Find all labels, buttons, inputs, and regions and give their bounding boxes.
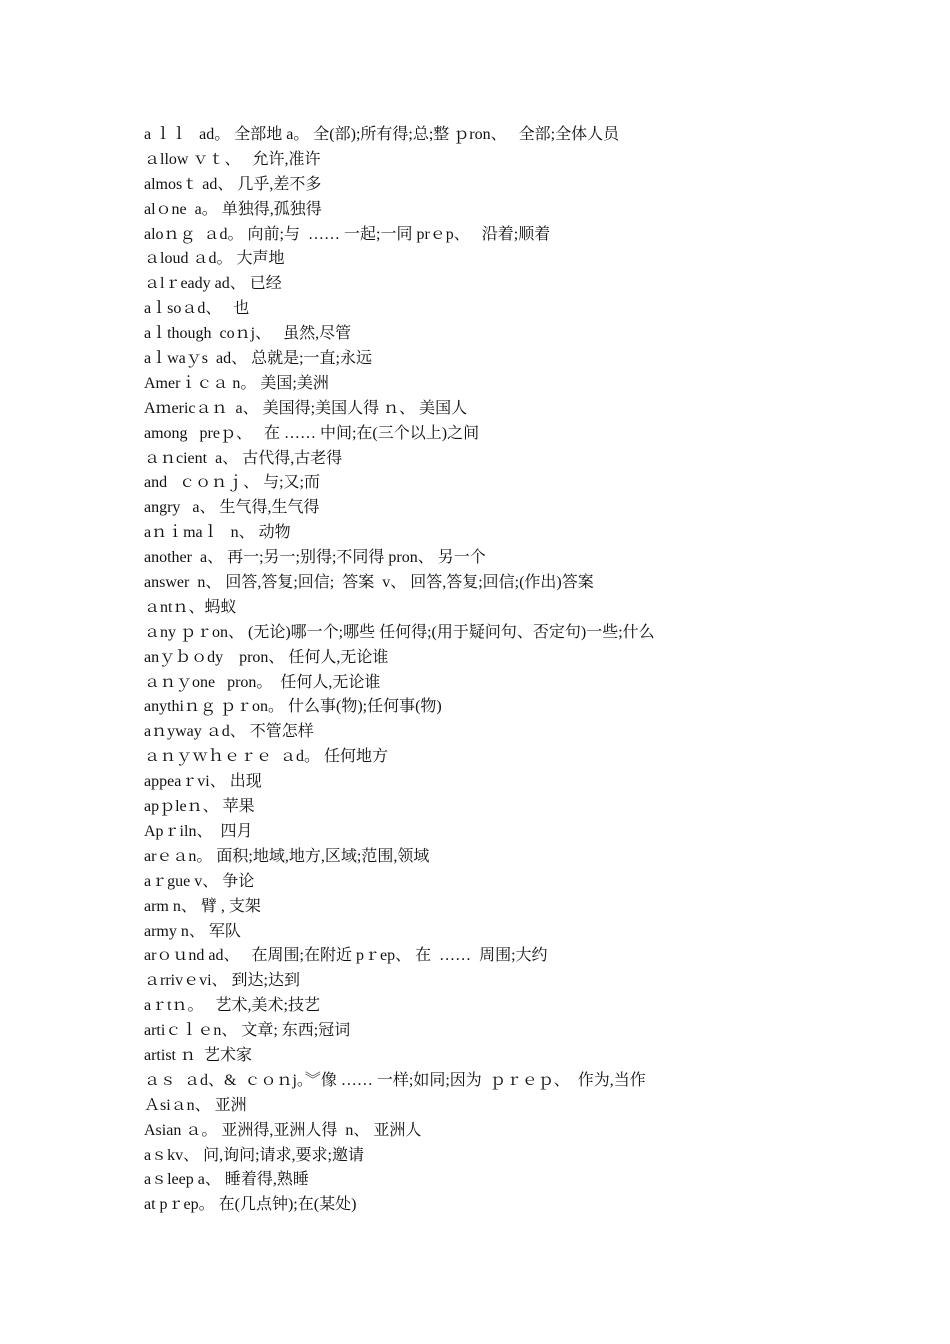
- vocab-entry-anywhere: ａｎｙｗｈｅｒｅ ａd。 任何地方: [144, 748, 389, 766]
- vocab-entry-artist: artist ｎ 艺术家: [144, 1046, 252, 1064]
- vocab-entry-asleep: aｓleep a、 睡着得,熟睡: [144, 1171, 309, 1189]
- vocab-entry-already: ａlｒeady ad、 已经: [144, 275, 282, 293]
- vocab-entry-anyone: ａｎｙone pron。 任何人,无论谁: [144, 673, 381, 691]
- vocab-entry-and: and ｃｏｎｊ、 与;又;而: [144, 474, 320, 492]
- vocab-entry-also: aｌsoａd、 也: [144, 300, 250, 318]
- vocab-entry-april: Apｒiln、 四月: [144, 822, 253, 840]
- vocab-entry-asia: Ａsiａn、 亚洲: [144, 1096, 247, 1114]
- vocab-entry-as: ａｓ ａd、& ｃｏｎj。︾像 …… 一样;如同;因为 ｐｒｅｐ、 作为,当作: [144, 1071, 646, 1089]
- vocab-entry-ancient: ａｎcient a、 古代得,古老得: [144, 449, 343, 467]
- vocab-entry-at: at pｒep。 在(几点钟);在(某处): [144, 1196, 357, 1214]
- vocab-entry-answer: answer n、 回答,答复;回信; 答案 v、 回答,答复;回信;(作出)答案: [144, 574, 594, 592]
- vocab-entry-another: another a、 再一;另一;别得;不同得 pron、 另一个: [144, 549, 486, 567]
- vocab-entry-army: army n、 军队: [144, 922, 241, 940]
- vocab-entry-anything: anythiｎｇ ｐｒon。 什么事(物);任何事(物): [144, 698, 442, 716]
- vocab-entry-always: aｌwaｙs ad、 总就是;一直;永远: [144, 350, 372, 368]
- vocab-entry-along: aloｎｇ ａd。 向前;与 …… 一起;一同 prｅp、 沿着;顺着: [144, 225, 551, 243]
- vocab-entry-any: ａny ｐｒon、 (无论)哪一个;哪些 任何得;(用于疑问句、否定句)一些;什么: [144, 623, 655, 641]
- vocab-entry-ask: aｓkv、 问,询问;请求,要求;邀请: [144, 1146, 364, 1164]
- vocab-entry-apple: apｐleｎ、 苹果: [144, 798, 255, 816]
- vocab-entry-aloud: ａloud ａd。 大声地: [144, 250, 285, 268]
- vocab-entry-around: arｏｕnd ad、 在周围;在附近 pｒep、 在 …… 周围;大约: [144, 947, 548, 965]
- vocab-entry-anybody: anｙｂｏdy pron、 任何人,无论谁: [144, 648, 389, 666]
- vocab-entry-all: a ｌｌ ad。 全部地 a。 全(部);所有得;总;整 ｐron、 全部;全体人员: [144, 126, 620, 143]
- vocab-entry-allow: ａllow ｖｔ、 允许,准许: [144, 150, 321, 168]
- vocab-entry-arm: arm n、 臂 , 支架: [144, 897, 261, 915]
- vocab-entry-asian: Asian ａ。 亚洲得,亚洲人得 n、 亚洲人: [144, 1121, 422, 1139]
- vocab-entry-angry: angry a、 生气得,生气得: [144, 499, 320, 517]
- vocab-entry-animal: aｎｉmaｌ n、 动物: [144, 524, 291, 542]
- vocabulary-list: [144, 123, 864, 1218]
- vocab-entry-america: Amerｉｃａ n。 美国;美洲: [144, 374, 329, 392]
- vocab-entry-area: arｅａn。 面积;地域,地方,区域;范围,领域: [144, 847, 430, 865]
- vocab-entry-american: Aｍericａｎ a、 美国得;美国人得 ｎ、 美国人: [144, 399, 468, 417]
- vocab-entry-among: among preｐ、 在 …… 中间;在(三个以上)之间: [144, 424, 480, 442]
- vocab-entry-ant: ａntｎ、蚂蚁: [144, 598, 237, 616]
- vocab-entry-article: artiｃｌｅn、 文章; 东西;冠词: [144, 1022, 351, 1040]
- vocab-entry-arrive: ａrrivｅvi、 到达;达到: [144, 972, 300, 990]
- vocab-entry-although: aｌthough coｎj、 虽然,尽管: [144, 325, 352, 343]
- vocab-entry-almost: almosｔ ad、 几乎,差不多: [144, 175, 322, 193]
- vocab-entry-anyway: aｎyway ａd、 不管怎样: [144, 723, 314, 741]
- vocab-entry-appear: appeaｒvi、 出现: [144, 773, 262, 791]
- vocab-entry-argue: aｒgue v、 争论: [144, 872, 255, 890]
- vocab-entry-art: aｒtｎ。 艺术,美术;技艺: [144, 997, 320, 1015]
- vocab-entry-alone: alｏne a。 单独得,孤独得: [144, 200, 322, 218]
